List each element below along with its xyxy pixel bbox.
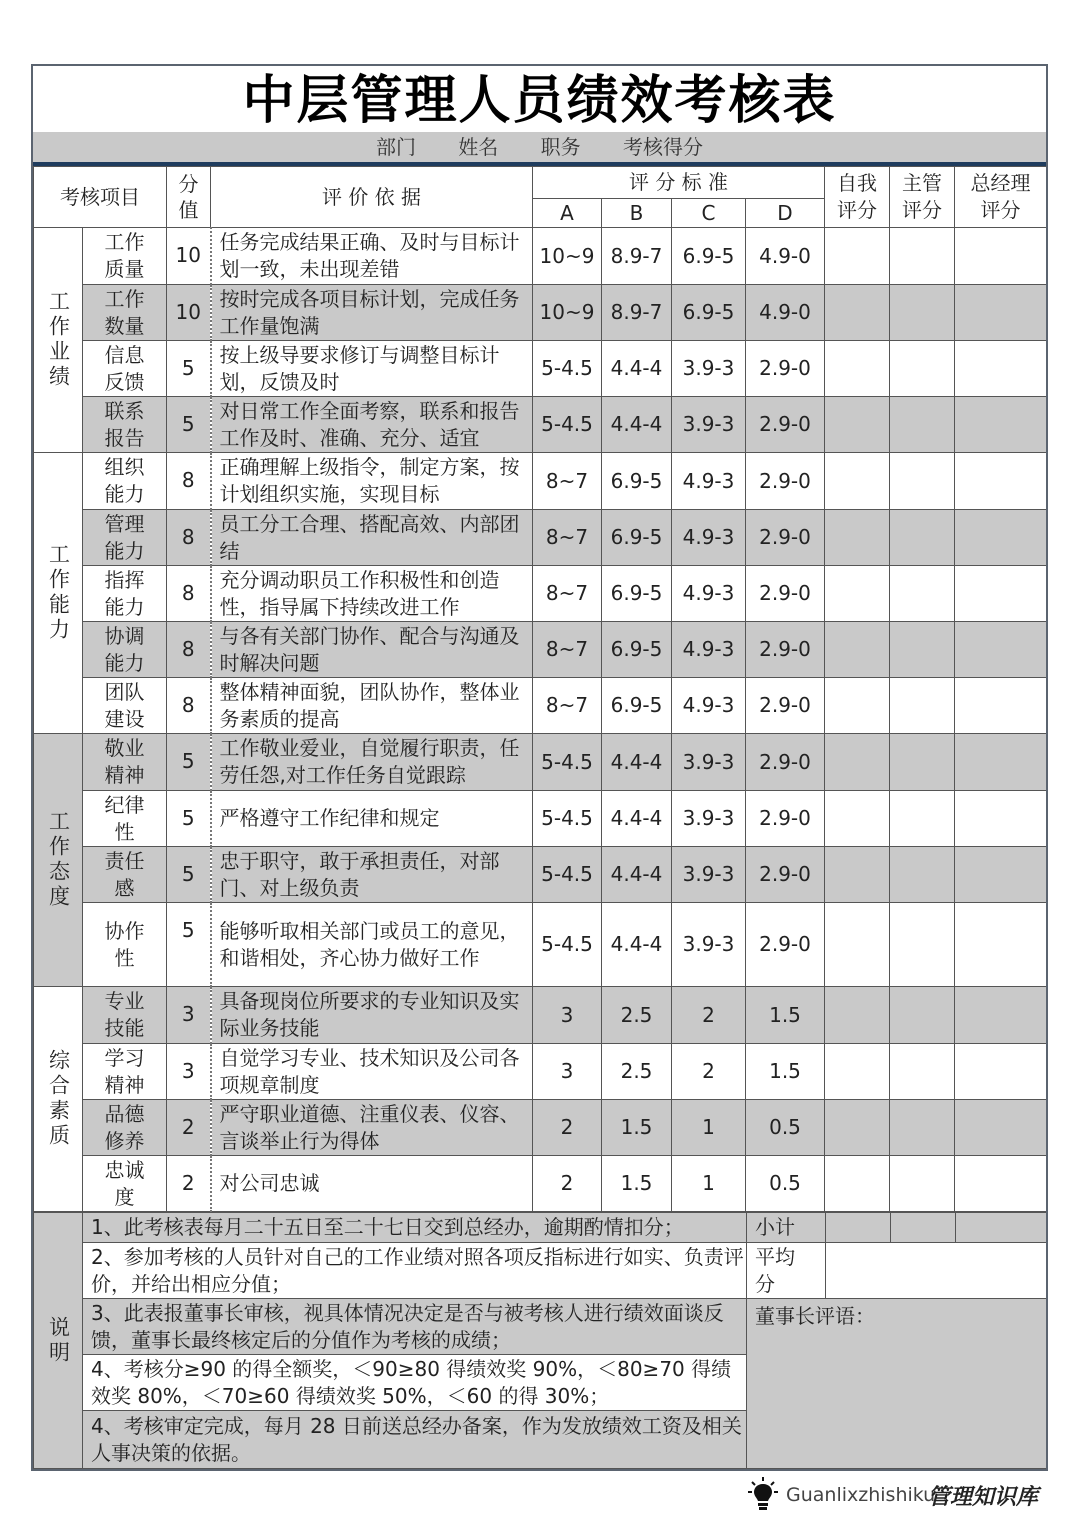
group-label-cell — [34, 734, 83, 987]
average-value[interactable] — [826, 1243, 1047, 1299]
header-grade-d: D — [746, 199, 825, 228]
self-score-cell[interactable] — [825, 453, 890, 510]
grade-b: 4.4-4 — [602, 791, 672, 847]
score-row — [34, 791, 1047, 847]
grade-c: 4.9-3 — [672, 566, 746, 622]
item-name-cell — [83, 397, 167, 453]
grade-c: 2 — [672, 1044, 746, 1100]
item-name-cell — [83, 678, 167, 734]
notes-label-cell — [34, 1213, 83, 1469]
supervisor-score-cell[interactable] — [890, 453, 955, 510]
note-item: 1、此考核表每月二十五日至二十七日交到总经办，逾期酌情扣分； — [83, 1213, 747, 1243]
score-row — [34, 987, 1047, 1044]
score-row — [34, 510, 1047, 566]
item-criteria: 充分调动职员工作积极性和创造性，指导属下持续改进工作 — [211, 566, 533, 622]
grade-b: 8.9-7 — [602, 228, 672, 285]
self-score-cell[interactable] — [825, 397, 890, 453]
page-title: 中层管理人员绩效考核表 — [242, 71, 837, 131]
grade-d: 2.9-0 — [746, 510, 825, 566]
gm-score-cell[interactable] — [955, 847, 1047, 903]
self-score-cell[interactable] — [825, 510, 890, 566]
grade-d: 2.9-0 — [746, 566, 825, 622]
grade-a: 8~7 — [533, 678, 602, 734]
item-name-cell — [83, 228, 167, 285]
grade-c: 1 — [672, 1100, 746, 1156]
grade-a: 10~9 — [533, 228, 602, 285]
item-weight: 3 — [167, 1044, 211, 1100]
grade-a: 2 — [533, 1156, 602, 1212]
header-supervisor-text: 主管评分 — [902, 171, 943, 222]
self-score-cell[interactable] — [825, 678, 890, 734]
item-name: 联系报告 — [104, 398, 145, 450]
grade-a: 10~9 — [533, 285, 602, 341]
self-score-cell[interactable] — [825, 622, 890, 678]
score-row — [34, 847, 1047, 903]
header-gm — [955, 167, 1047, 228]
header-self — [825, 167, 890, 228]
grade-a: 3 — [533, 1044, 602, 1100]
item-name-cell — [83, 341, 167, 397]
gm-score-cell[interactable] — [955, 622, 1047, 678]
item-weight: 10 — [167, 228, 211, 285]
self-score-cell[interactable] — [825, 1156, 890, 1212]
item-criteria: 正确理解上级指令，制定方案，按计划组织实施，实现目标 — [211, 453, 533, 510]
item-name: 敬业精神 — [104, 736, 145, 787]
header-weight — [167, 167, 211, 228]
item-name: 管理能力 — [104, 511, 145, 563]
supervisor-score-cell[interactable] — [890, 1044, 955, 1100]
gm-score-cell[interactable] — [955, 566, 1047, 622]
name-label: 姓名 — [458, 135, 499, 159]
subtotal-self[interactable] — [826, 1213, 891, 1243]
item-criteria: 忠于职守，敢于承担责任，对部门、对上级负责 — [211, 847, 533, 903]
self-score-cell[interactable] — [825, 903, 890, 987]
item-criteria: 工作敬业爱业，自觉履行职责，任劳任怨,对工作任务自觉跟踪 — [211, 734, 533, 791]
grade-a: 5-4.5 — [533, 791, 602, 847]
grade-a: 2 — [533, 1100, 602, 1156]
score-row — [34, 622, 1047, 678]
item-name: 协作性 — [104, 918, 145, 970]
item-name-cell — [83, 1100, 167, 1156]
self-score-cell[interactable] — [825, 847, 890, 903]
supervisor-score-cell[interactable] — [890, 1100, 955, 1156]
grade-a: 8~7 — [533, 622, 602, 678]
lightbulb-icon — [748, 1476, 778, 1514]
grade-c: 4.9-3 — [672, 453, 746, 510]
subtotal-supervisor[interactable] — [891, 1213, 956, 1243]
item-name-cell — [83, 987, 167, 1044]
score-row — [34, 903, 1047, 987]
grade-b: 8.9-7 — [602, 285, 672, 341]
gm-score-cell[interactable] — [955, 903, 1047, 987]
note-item: 4、考核分≥90 的得全额奖，＜90≥80 得绩效奖 90%，＜80≥70 得绩效奖 80%，＜70≥60 得绩效奖 50%，＜60 的得 30%； — [83, 1355, 747, 1411]
item-criteria: 严格遵守工作纪律和规定 — [211, 791, 533, 847]
supervisor-score-cell[interactable] — [890, 791, 955, 847]
supervisor-score-cell[interactable] — [890, 510, 955, 566]
supervisor-score-cell[interactable] — [890, 847, 955, 903]
grade-c: 1 — [672, 1156, 746, 1212]
average-label-text: 平均分 — [755, 1244, 795, 1296]
gm-score-cell[interactable] — [955, 1044, 1047, 1100]
item-name-cell — [83, 847, 167, 903]
header-grade-a: A — [533, 199, 602, 228]
grade-d: 2.9-0 — [746, 791, 825, 847]
average-label — [747, 1243, 826, 1299]
gm-score-cell[interactable] — [955, 1156, 1047, 1212]
grade-c: 4.9-3 — [672, 510, 746, 566]
grade-b: 4.4-4 — [602, 397, 672, 453]
score-row — [34, 566, 1047, 622]
supervisor-score-cell[interactable] — [890, 341, 955, 397]
supervisor-score-cell[interactable] — [890, 1156, 955, 1212]
item-weight: 5 — [167, 791, 211, 847]
item-criteria: 按时完成各项目标计划，完成任务工作量饱满 — [211, 285, 533, 341]
grade-b: 2.5 — [602, 1044, 672, 1100]
item-weight: 2 — [167, 1100, 211, 1156]
grade-d: 2.9-0 — [746, 903, 825, 987]
gm-score-cell[interactable] — [955, 987, 1047, 1044]
grade-b: 4.4-4 — [602, 341, 672, 397]
self-score-cell[interactable] — [825, 1044, 890, 1100]
header-weight-text: 分值 — [178, 172, 199, 222]
item-criteria: 员工分工合理、搭配高效、内部团结 — [211, 510, 533, 566]
grade-b: 6.9-5 — [602, 510, 672, 566]
supervisor-score-cell[interactable] — [890, 228, 955, 285]
item-name-cell — [83, 903, 167, 987]
gm-score-cell[interactable] — [955, 791, 1047, 847]
item-weight: 8 — [167, 453, 211, 510]
item-name-cell — [83, 622, 167, 678]
self-score-cell[interactable] — [825, 987, 890, 1044]
item-weight: 10 — [167, 285, 211, 341]
item-weight: 2 — [167, 1156, 211, 1212]
subtotal-gm[interactable] — [956, 1213, 1047, 1243]
item-name-cell — [83, 453, 167, 510]
item-name-cell — [83, 1044, 167, 1100]
item-name-cell — [83, 566, 167, 622]
grade-d: 2.9-0 — [746, 678, 825, 734]
grade-c: 2 — [672, 987, 746, 1044]
score-row — [34, 397, 1047, 453]
header-standard: 评 分 标 准 — [533, 167, 825, 199]
dept-label: 部门 — [375, 135, 416, 159]
self-score-cell[interactable] — [825, 566, 890, 622]
grade-c: 3.9-3 — [672, 397, 746, 453]
item-name-cell — [83, 510, 167, 566]
group-label-cell — [34, 228, 83, 453]
score-row — [34, 453, 1047, 510]
subtotal-label: 小计 — [747, 1213, 826, 1243]
grade-b: 4.4-4 — [602, 734, 672, 791]
item-criteria: 对日常工作全面考察，联系和报告工作及时、准确、充分、适宜 — [211, 397, 533, 453]
score-rows — [34, 228, 1047, 1212]
grade-a: 5-4.5 — [533, 903, 602, 987]
grade-d: 0.5 — [746, 1100, 825, 1156]
grade-d: 4.9-0 — [746, 228, 825, 285]
footer-brand — [742, 1474, 1062, 1518]
score-row — [34, 1100, 1047, 1156]
grade-d: 4.9-0 — [746, 285, 825, 341]
header-basis: 评 价 依 据 — [211, 167, 533, 228]
grade-d: 1.5 — [746, 987, 825, 1044]
gm-score-cell[interactable] — [955, 341, 1047, 397]
item-criteria: 与各有关部门协作、配合与沟通及时解决问题 — [211, 622, 533, 678]
gm-score-cell[interactable] — [955, 285, 1047, 341]
grade-d: 1.5 — [746, 1044, 825, 1100]
grade-b: 1.5 — [602, 1100, 672, 1156]
grade-b: 6.9-5 — [602, 622, 672, 678]
header-gm-text: 总经理评分 — [970, 171, 1031, 222]
grade-c: 3.9-3 — [672, 341, 746, 397]
self-score-cell[interactable] — [825, 791, 890, 847]
grade-b: 1.5 — [602, 1156, 672, 1212]
self-score-cell[interactable] — [825, 228, 890, 285]
grade-d: 2.9-0 — [746, 847, 825, 903]
item-weight: 8 — [167, 510, 211, 566]
item-criteria: 具备现岗位所要求的专业知识及实际业务技能 — [211, 987, 533, 1044]
item-weight: 8 — [167, 678, 211, 734]
grade-a: 5-4.5 — [533, 397, 602, 453]
item-criteria: 任务完成结果正确、及时与目标计划一致，未出现差错 — [211, 228, 533, 285]
gm-score-cell[interactable] — [955, 228, 1047, 285]
item-weight: 5 — [167, 734, 211, 791]
appraisal-table — [33, 166, 1047, 1212]
grade-c: 3.9-3 — [672, 847, 746, 903]
gm-score-cell[interactable] — [955, 397, 1047, 453]
supervisor-score-cell[interactable] — [890, 285, 955, 341]
item-criteria: 整体精神面貌，团队协作，整体业务素质的提高 — [211, 678, 533, 734]
info-bar — [33, 132, 1046, 166]
grade-b: 4.4-4 — [602, 847, 672, 903]
gm-score-cell[interactable] — [955, 453, 1047, 510]
item-name-cell — [83, 1156, 167, 1212]
grade-a: 5-4.5 — [533, 734, 602, 791]
grade-c: 6.9-5 — [672, 228, 746, 285]
score-row — [34, 1156, 1047, 1212]
score-row — [34, 285, 1047, 341]
item-name: 学习精神 — [104, 1045, 145, 1097]
item-criteria: 对公司忠诚 — [211, 1156, 533, 1212]
grade-d: 2.9-0 — [746, 341, 825, 397]
gm-score-cell[interactable] — [955, 734, 1047, 791]
grade-a: 8~7 — [533, 566, 602, 622]
header-grade-c: C — [672, 199, 746, 228]
notes-label: 说明 — [46, 1315, 71, 1366]
item-name: 组织能力 — [104, 455, 145, 506]
item-name: 纪律性 — [104, 792, 145, 844]
score-row — [34, 1044, 1047, 1100]
item-weight: 5 — [167, 847, 211, 903]
item-name: 信息反馈 — [104, 342, 145, 394]
item-name: 工作质量 — [104, 230, 145, 281]
item-name-cell — [83, 285, 167, 341]
grade-c: 3.9-3 — [672, 734, 746, 791]
item-weight: 5 — [167, 341, 211, 397]
grade-b: 6.9-5 — [602, 566, 672, 622]
item-name: 团队建设 — [104, 679, 145, 731]
item-name: 品德修养 — [104, 1101, 145, 1153]
header-supervisor — [890, 167, 955, 228]
note-item: 4、考核审定完成，每月 28 日前送总经办备案，作为发放绩效工资及相关人事决策的依据。 — [83, 1411, 747, 1469]
self-score-cell[interactable] — [825, 285, 890, 341]
item-criteria: 严守职业道德、注重仪表、仪容、言谈举止行为得体 — [211, 1100, 533, 1156]
item-name-cell — [83, 734, 167, 791]
grade-a: 3 — [533, 987, 602, 1044]
grade-c: 3.9-3 — [672, 791, 746, 847]
self-score-cell[interactable] — [825, 734, 890, 791]
supervisor-score-cell[interactable] — [890, 566, 955, 622]
supervisor-score-cell[interactable] — [890, 903, 955, 987]
grade-c: 3.9-3 — [672, 903, 746, 987]
group-label: 工作业绩 — [46, 290, 71, 390]
supervisor-score-cell[interactable] — [890, 397, 955, 453]
grade-b: 2.5 — [602, 987, 672, 1044]
self-score-cell[interactable] — [825, 1100, 890, 1156]
item-criteria: 自觉学习专业、技术知识及公司各项规章制度 — [211, 1044, 533, 1100]
score-row — [34, 678, 1047, 734]
note-item: 2、参加考核的人员针对自己的工作业绩对照各项反指标进行如实、负责评价，并给出相应分值； — [83, 1243, 747, 1299]
grade-d: 2.9-0 — [746, 622, 825, 678]
score-row — [34, 341, 1047, 397]
supervisor-score-cell[interactable] — [890, 678, 955, 734]
item-name: 协调能力 — [104, 623, 145, 675]
grade-c: 6.9-5 — [672, 285, 746, 341]
item-criteria: 能够听取相关部门或员工的意见，和谐相处，齐心协力做好工作 — [211, 903, 533, 987]
group-label: 工作态度 — [46, 810, 71, 910]
item-weight: 3 — [167, 987, 211, 1044]
grade-d: 2.9-0 — [746, 397, 825, 453]
supervisor-score-cell[interactable] — [890, 734, 955, 791]
self-score-cell[interactable] — [825, 341, 890, 397]
group-label-cell — [34, 453, 83, 734]
item-weight: 5 — [167, 397, 211, 453]
group-label-cell — [34, 987, 83, 1212]
grade-b: 6.9-5 — [602, 453, 672, 510]
grade-a: 5-4.5 — [533, 847, 602, 903]
item-name-cell — [83, 791, 167, 847]
footer-en-text: Guanlixzhishiku — [786, 1484, 936, 1506]
item-name: 责任感 — [104, 848, 145, 900]
gm-score-cell[interactable] — [955, 510, 1047, 566]
grade-b: 4.4-4 — [602, 903, 672, 987]
gm-score-cell[interactable] — [955, 1100, 1047, 1156]
item-weight: 8 — [167, 566, 211, 622]
item-weight: 5 — [167, 903, 211, 987]
header-self-text: 自我评分 — [837, 171, 878, 222]
grade-c: 4.9-3 — [672, 622, 746, 678]
chairman-comment[interactable]: 董事长评语： — [747, 1299, 1047, 1469]
note-item: 3、此表报董事长审核，视具体情况决定是否与被考核人进行绩效面谈反馈，董事长最终核定后的分值作为考核的成绩； — [83, 1299, 747, 1355]
score-row — [34, 734, 1047, 791]
supervisor-score-cell[interactable] — [890, 622, 955, 678]
gm-score-cell[interactable] — [955, 678, 1047, 734]
grade-d: 2.9-0 — [746, 734, 825, 791]
score-row — [34, 228, 1047, 285]
header-item: 考核项目 — [34, 167, 167, 228]
item-weight: 8 — [167, 622, 211, 678]
footer-cn-text: 管理知识库 — [928, 1484, 1039, 1510]
score-label: 考核得分 — [623, 135, 704, 159]
item-name: 指挥能力 — [104, 567, 145, 619]
grade-a: 8~7 — [533, 453, 602, 510]
item-name: 专业技能 — [104, 989, 145, 1040]
group-label: 工作能力 — [46, 543, 71, 643]
item-name: 忠诚度 — [104, 1157, 145, 1209]
item-name: 工作数量 — [104, 286, 145, 338]
group-label: 综合素质 — [46, 1049, 71, 1149]
position-label: 职务 — [540, 135, 581, 159]
grade-b: 6.9-5 — [602, 678, 672, 734]
supervisor-score-cell[interactable] — [890, 987, 955, 1044]
notes-table — [33, 1212, 1047, 1469]
grade-d: 0.5 — [746, 1156, 825, 1212]
grade-d: 2.9-0 — [746, 453, 825, 510]
grade-a: 5-4.5 — [533, 341, 602, 397]
header-grade-b: B — [602, 199, 672, 228]
grade-c: 4.9-3 — [672, 678, 746, 734]
appraisal-sheet — [31, 64, 1048, 1471]
item-criteria: 按上级导要求修订与调整目标计划，反馈及时 — [211, 341, 533, 397]
grade-a: 8~7 — [533, 510, 602, 566]
